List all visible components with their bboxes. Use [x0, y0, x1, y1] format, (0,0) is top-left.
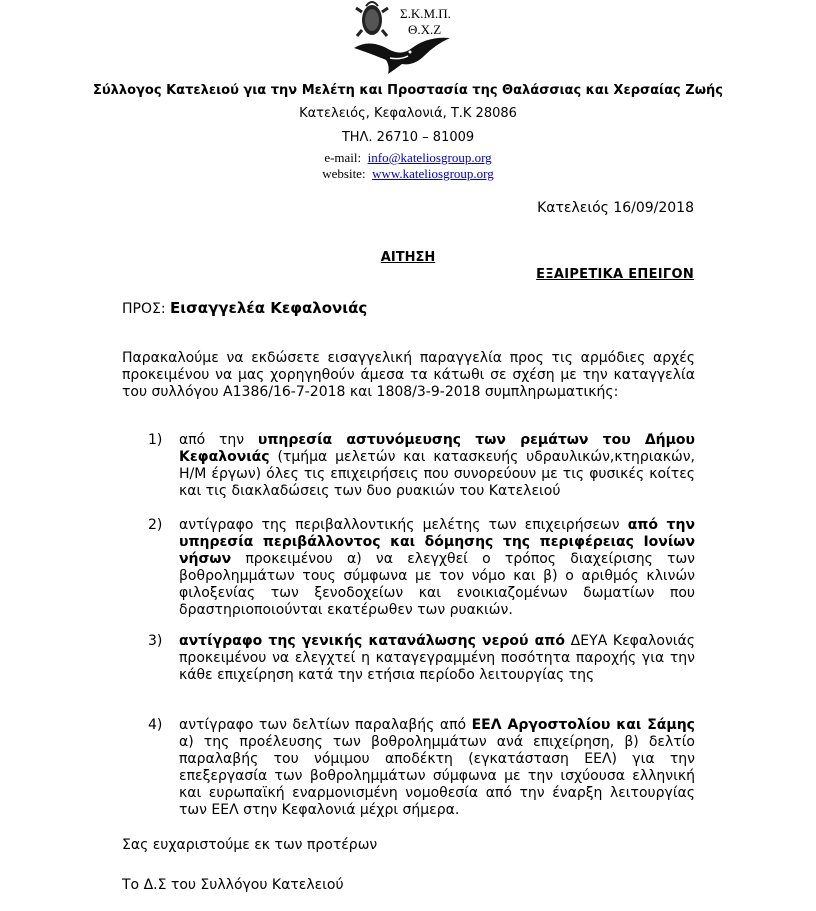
recipient-label: ΠΡΟΣ:: [122, 301, 166, 317]
list-item: [148, 517, 695, 619]
list-item-text-bold: υπηρεσία αστυνόμευσης των ρεμάτων του Δήμου Κεφαλονιάς: [179, 432, 695, 465]
list-item-text-rest: α) της προέλευσης των βοθρολημμάτων ανά επιχείρηση, β) δελτίο παραλαβής του νόμιμου αποδέκτη (εγκατάσταση ΕΕΛ) για την επεξεργασία των βοθρολημμάτων σύμφωνα με την ισχύουσα ελληνική και ευρωπαϊκή εναρμονισμένη νομοθεσία από την έναρξη λειτουργίας των ΕΕΛ στην Κεφαλονιά μέχρι σήμερα.: [179, 734, 695, 818]
list-item: [148, 633, 695, 684]
list-item-number: 2): [148, 517, 163, 533]
website-link[interactable]: www.kateliosgroup.org: [372, 166, 494, 181]
organization-logo: [350, 0, 470, 80]
organization-phone: ΤΗΛ. 26710 – 81009: [341, 130, 475, 145]
list-item-number: 3): [148, 633, 163, 649]
recipient-name: Εισαγγελέα Κεφαλονιάς: [170, 299, 368, 317]
organization-address: Κατελειός, Κεφαλονιά, Τ.Κ 28086: [299, 106, 517, 121]
organization-website-line: [0, 166, 816, 182]
list-item-text-rest: (τμήμα μελετών και κατασκευής υδραυλικών,κτηριακών, Η/Μ έργων) όλες τις επιχειρήσεις που συνορεύουν με τις φυσικές κοίτες και τις διακλαδώσεις των δυο ρυακιών του Κατελειού: [179, 449, 695, 499]
list-item-text-bold: αντίγραφο της γενικής κατανάλωσης νερού από: [179, 633, 565, 649]
list-item-text-bold: ΕΕΛ Αργοστολίου και Σάμης: [471, 717, 695, 733]
intro-paragraph: Παρακαλούμε να εκδώσετε εισαγγελική παραγγελία προς τις αρμόδιες αρχές προκειμένου να μας χορηγηθούν άμεσα τα κάτωθι σε σχέση με την καταγγελία του συλλόγου Α1386/16-7-2018 και 1808/3-9-2018 συμπληρωματικής:: [122, 350, 695, 400]
logo-acronym-line2: Θ.Χ.Ζ: [408, 22, 442, 37]
list-item-number: 4): [148, 717, 163, 733]
list-item-text-bold: από την υπηρεσία περιβάλλοντος και δόμησης της περιφέρειας Ιονίων νήσων: [179, 517, 695, 567]
list-item-text-rest: προκειμένου α) να ελεγχθεί ο τρόπος διαχείρισης των βοθρολημμάτων τους σύμφωνα με τον νόμο και β) ο αριθμός κλινών φιλοξενίας των ξενοδοχείων και ενοικιαζομένων δωματίων που δραστηριοποιούνται εκατέρωθεν των ρυακιών.: [179, 551, 695, 618]
logo-acronym-line1: Σ.Κ.Μ.Π.: [400, 6, 451, 21]
recipient-line: [122, 299, 367, 317]
list-item: [148, 432, 695, 500]
list-item-text-plain: αντίγραφο της περιβαλλοντικής μελέτης των επιχειρήσεων: [179, 517, 628, 533]
organization-name: Σύλλογος Κατελειού για την Μελέτη και Προστασία της Θαλάσσιας και Χερσαίας Ζωής: [93, 83, 723, 98]
email-link[interactable]: info@kateliosgroup.org: [367, 150, 492, 165]
document-title: ΑΙΤΗΣΗ: [380, 250, 436, 265]
signature-line: Το Δ.Σ του Συλλόγου Κατελειού: [122, 877, 344, 893]
list-item-text-rest: ΔΕΥΑ Κεφαλονιάς προκειμένου να ελεγχτεί η καταγεγραμμένη ποσότητα παροχής για την κάθε επιχείρηση κατά την ετήσια περίοδο λειτουργίας της: [179, 633, 695, 683]
email-label: e-mail:: [324, 150, 362, 165]
organization-email-line: [0, 150, 816, 166]
website-label: website:: [322, 166, 366, 181]
urgency-label: ΕΞΑΙΡΕΤΙΚΑ ΕΠΕΙΓΟΝ: [536, 267, 694, 282]
closing-line: Σας ευχαριστούμε εκ των προτέρων: [122, 837, 378, 853]
document-date: Κατελειός 16/09/2018: [537, 200, 694, 216]
list-item-number: 1): [148, 432, 163, 448]
list-item-text-plain: αντίγραφο των δελτίων παραλαβής από: [179, 717, 472, 733]
list-item: [148, 717, 695, 819]
list-item-text-plain: από την: [179, 432, 258, 448]
